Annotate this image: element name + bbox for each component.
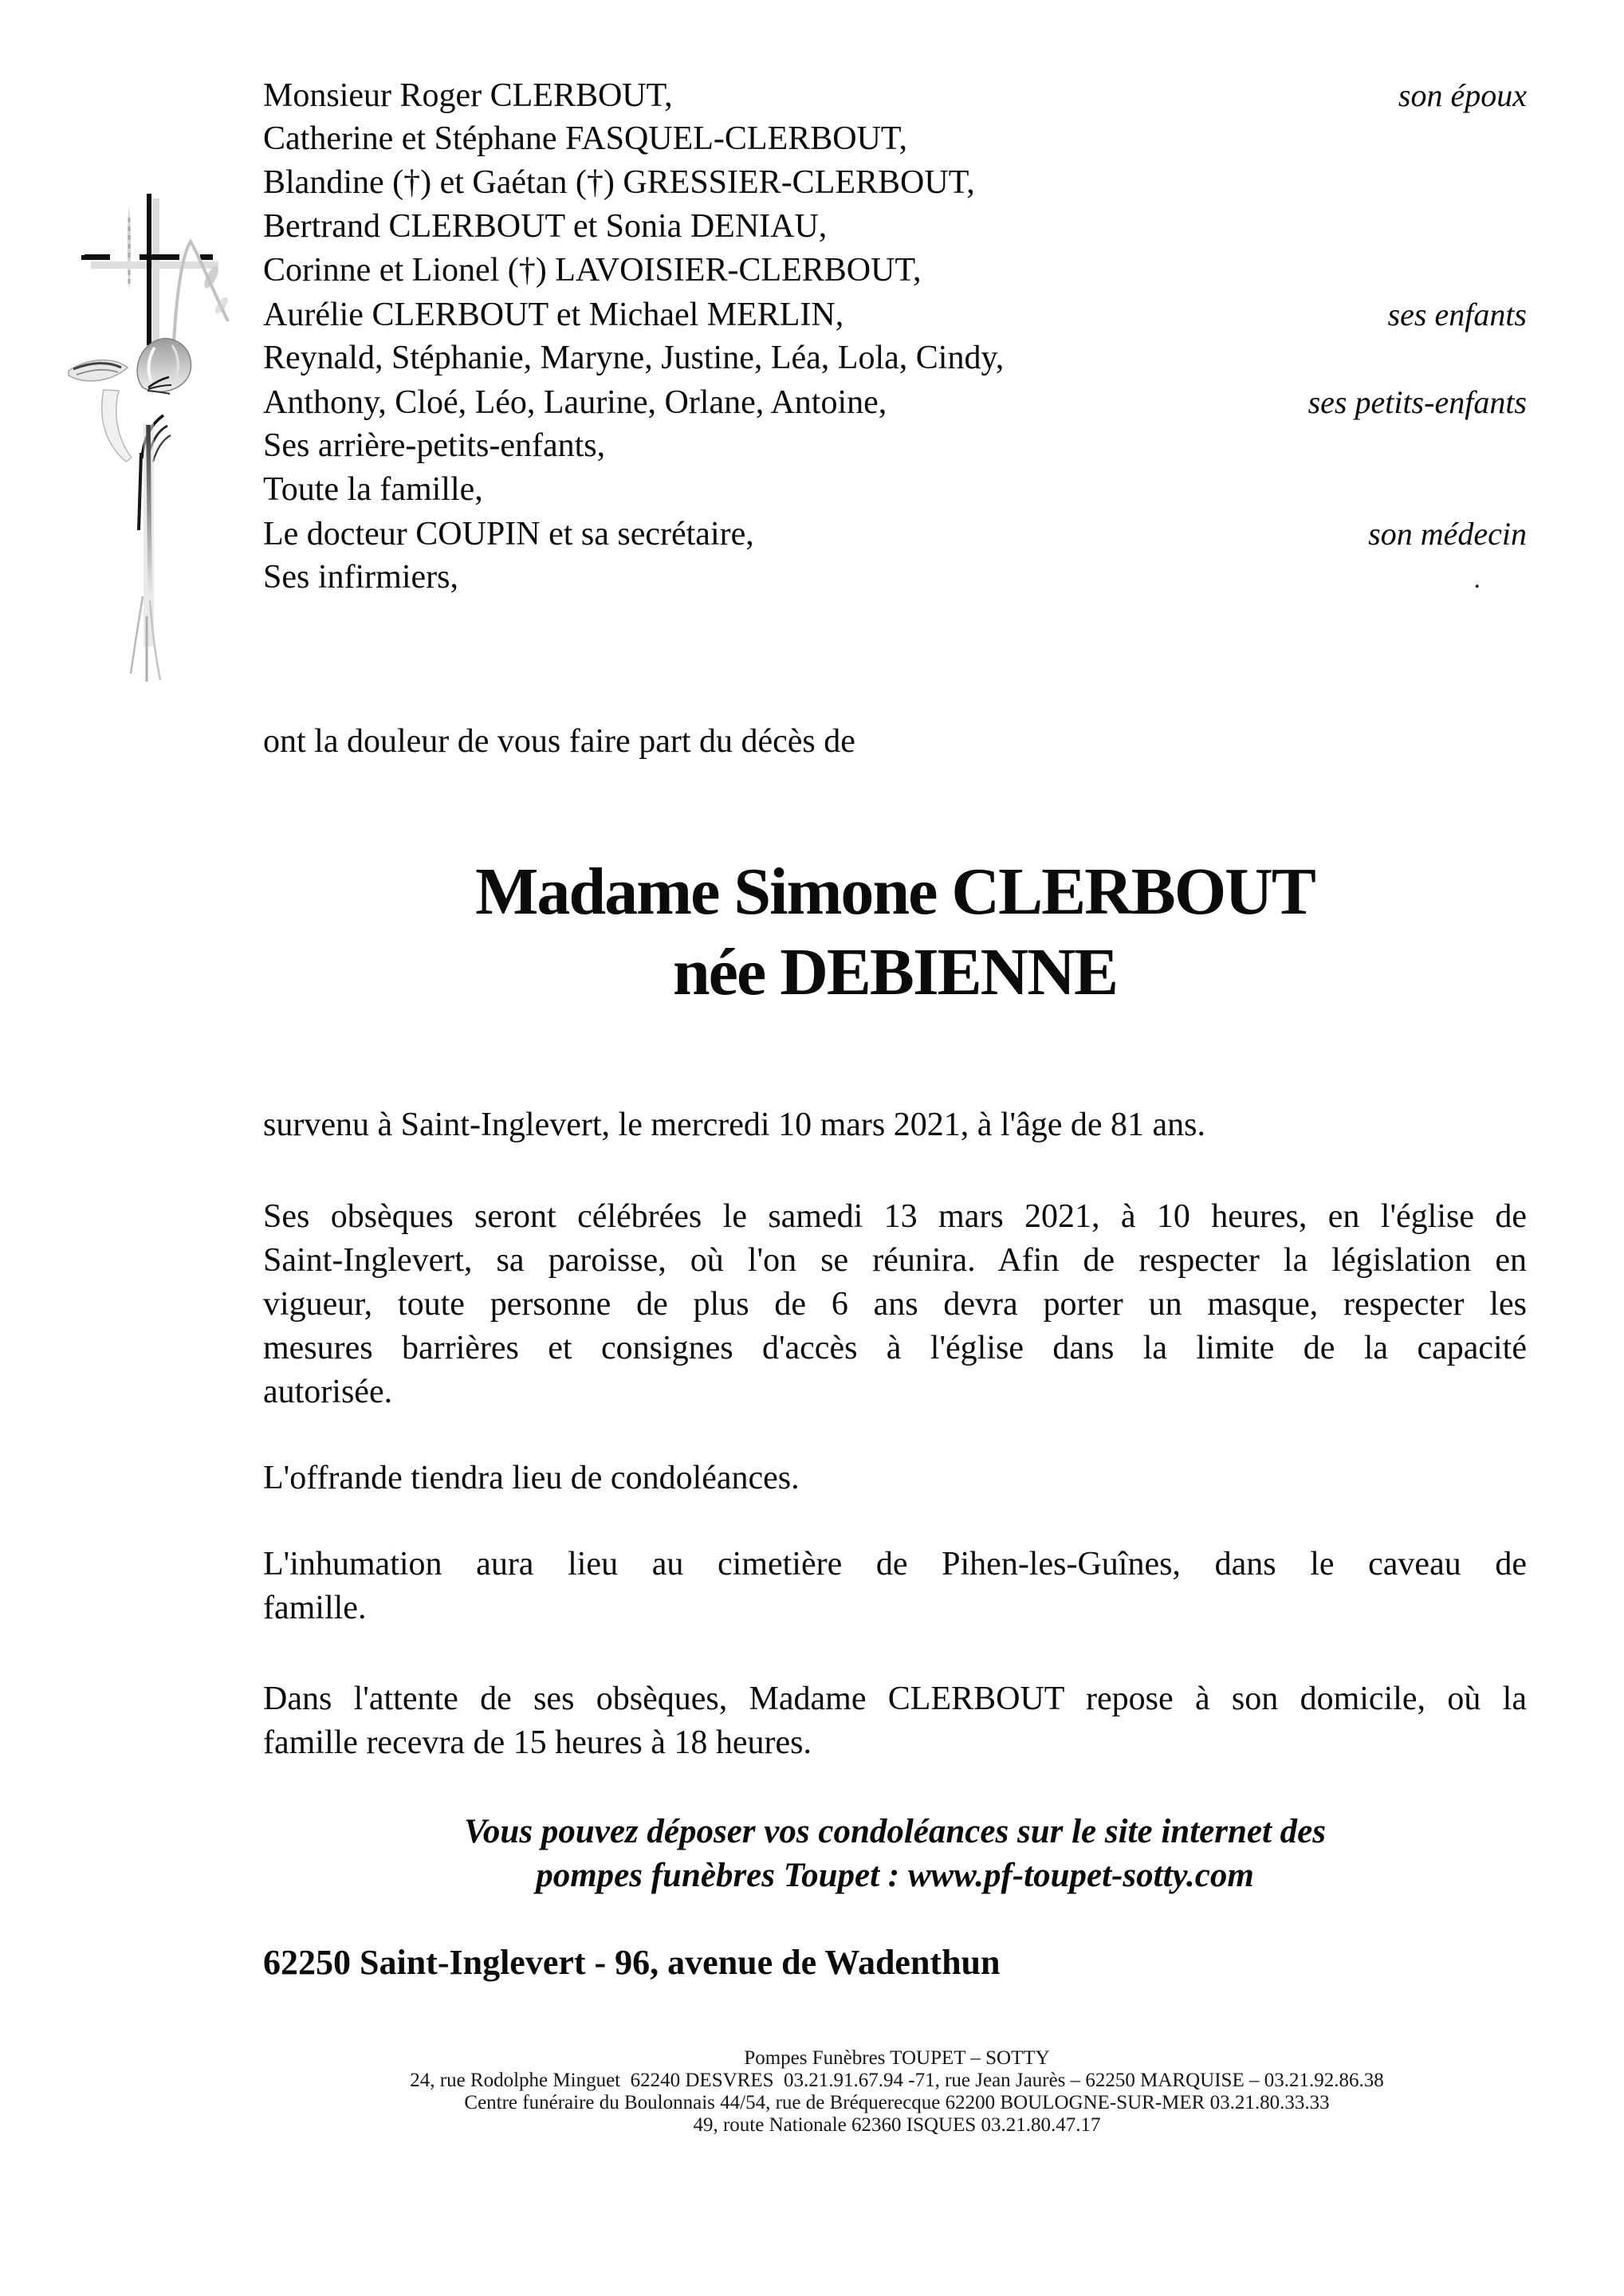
- funeral-home-name: Pompes Funèbres TOUPET – SOTTY: [744, 2047, 1050, 2069]
- condolences-line: Vous pouvez déposer vos condoléances sur le site internet des: [464, 1813, 1326, 1850]
- home-address: 62250 Saint-Inglevert - 96, avenue de Wadenthun: [263, 1943, 1001, 1982]
- relative-names: Blandine (†) et Gaétan (†) GRESSIER-CLERBOUT,: [263, 164, 975, 201]
- relatives-list: [263, 73, 1527, 600]
- ceremony-line: autorisée.: [263, 1374, 393, 1410]
- death-notice: survenu à Saint-Inglevert, le mercredi 10 mars 2021, à l'âge de 81 ans.: [263, 1107, 1206, 1143]
- condolences-website-line: pompes funèbres Toupet : www.pf-toupet-sotty.com: [536, 1857, 1254, 1894]
- cross-and-lily-artwork: [46, 186, 234, 690]
- stem-line-main: [148, 425, 150, 594]
- cross-upright: [147, 194, 151, 345]
- deceased-name-line: Madame Simone CLERBOUT: [475, 855, 1315, 929]
- relative-row: [263, 512, 1527, 556]
- stray-dot-mark: .: [1473, 564, 1480, 594]
- relative-names: Ses arrière-petits-enfants,: [263, 427, 606, 464]
- stem-line-left: [139, 453, 141, 530]
- relative-row: [263, 424, 1527, 468]
- relative-row: [263, 73, 1527, 117]
- relative-row: [263, 336, 1527, 380]
- relative-names: Ses infirmiers,: [263, 559, 458, 596]
- relative-row: [263, 468, 1527, 512]
- funeral-home-address-line: Centre funéraire du Boulonnais 44/54, rue de Bréquerecque 62200 BOULOGNE-SUR-MER 03.21.80.33.33: [464, 2092, 1330, 2113]
- relative-row: [263, 556, 1527, 600]
- burial-line: famille.: [263, 1590, 367, 1626]
- relative-names: Toute la famille,: [263, 471, 483, 508]
- ghost-vertical-line: [152, 199, 159, 342]
- relative-row: [263, 293, 1527, 336]
- crossbar-main: [140, 254, 179, 260]
- stem-strand-left: [131, 596, 143, 674]
- offering-line: L'offrande tiendra lieu de condoléances.: [263, 1460, 800, 1496]
- ceremony-line: Ses obsèques seront célébrées le samedi 13 mars 2021, à 10 heures, en l'église de: [263, 1198, 1527, 1235]
- burial-paragraph: [263, 1543, 1527, 1630]
- relationship-label-children: ses enfants: [1387, 297, 1527, 332]
- crossbar-speck: [81, 255, 85, 260]
- relative-names: Catherine et Stéphane FASQUEL-CLERBOUT,: [263, 120, 907, 157]
- relative-row: [263, 161, 1527, 205]
- ceremony-line: Saint-Inglevert, sa paroisse, où l'on se réunira. Afin de respecter la législation en: [263, 1242, 1527, 1279]
- relationship-label-spouse: son époux: [1398, 77, 1527, 113]
- relationship-label-grandchildren: ses petits-enfants: [1307, 384, 1527, 420]
- deceased-maiden-name-line: née DEBIENNE: [672, 935, 1118, 1009]
- relative-row: [263, 249, 1527, 293]
- funeral-home-address-line: 49, route Nationale 62360 ISQUES 03.21.80.47.17: [693, 2114, 1101, 2136]
- ceremony-line: mesures barrières et consignes d'accès à l'église dans la limite de la capacité: [263, 1330, 1527, 1366]
- burial-line: L'inhumation aura lieu au cimetière de Pihen-les-Guînes, dans le caveau de: [263, 1546, 1527, 1582]
- relative-names: Aurélie CLERBOUT et Michael MERLIN,: [263, 297, 844, 333]
- relative-names: Anthony, Cloé, Léo, Laurine, Orlane, Antoine,: [263, 384, 887, 421]
- crossbar-left-dash: [85, 254, 110, 260]
- lily-flower-head: [137, 338, 191, 391]
- visitation-line: Dans l'attente de ses obsèques, Madame CLERBOUT repose à son domicile, où la: [263, 1681, 1527, 1717]
- visitation-paragraph: [263, 1677, 1527, 1765]
- relative-names: Corinne et Lionel (†) LAVOISIER-CLERBOUT,: [263, 252, 922, 289]
- relative-names: Reynald, Stéphanie, Maryne, Justine, Léa, Lola, Cindy,: [263, 340, 1005, 376]
- relative-row: [263, 205, 1527, 249]
- relative-row: [263, 380, 1527, 424]
- relative-names: Bertrand CLERBOUT et Sonia DENIAU,: [263, 208, 828, 245]
- ceremony-line: vigueur, toute personne de plus de 6 ans devra porter un masque, respecter les: [263, 1286, 1527, 1323]
- online-condolences-notice: [263, 1810, 1527, 1897]
- crossbar-right-dash: [200, 254, 213, 260]
- intro-sentence: ont la douleur de vous faire part du décès de: [263, 723, 855, 760]
- funeral-home-address-line: 24, rue Rodolphe Minguet 62240 DESVRES 03.21.91.67.94 -71, rue Jean Jaurès – 62250 MARQUISE – 03.21.92.86.38: [410, 2070, 1384, 2091]
- relative-names: Le docteur COUPIN et sa secrétaire,: [263, 516, 754, 552]
- spathe: [102, 390, 132, 462]
- ceremony-paragraph: [263, 1195, 1527, 1414]
- relative-names: Monsieur Roger CLERBOUT,: [263, 77, 673, 114]
- funeral-home-footer: [179, 2047, 1614, 2137]
- visitation-line: famille recevra de 15 heures à 18 heures.: [263, 1724, 812, 1761]
- relationship-label-doctor: son médecin: [1368, 516, 1527, 552]
- relative-row: [263, 117, 1527, 161]
- deceased-title: [263, 851, 1527, 1012]
